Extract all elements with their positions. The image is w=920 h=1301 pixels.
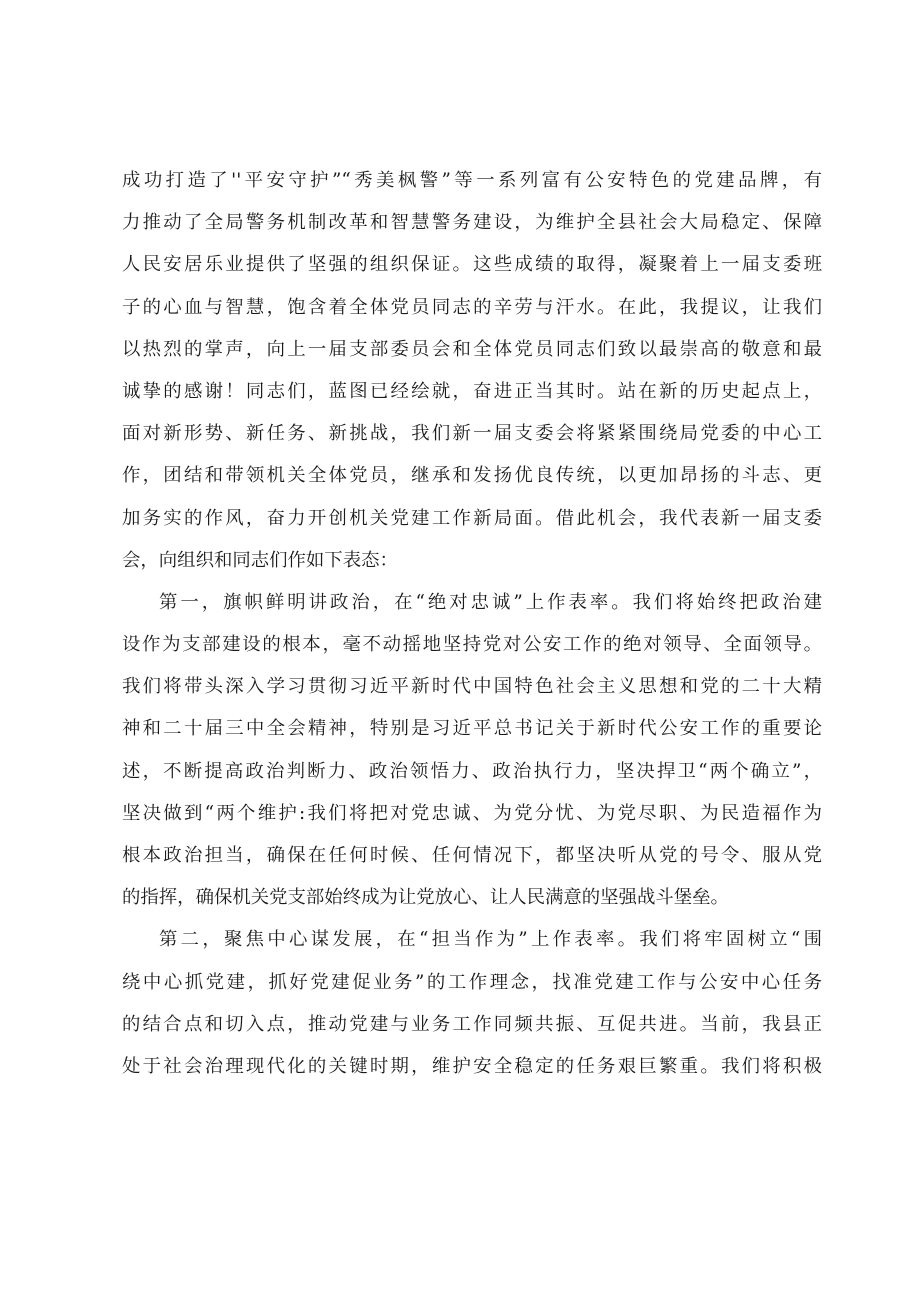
text-line: 面对新形势、新任务、新挑战，我们新一届支委会将紧紧围绕局党委的中心工 — [122, 423, 822, 445]
text-line: 力推动了全局警务机制改革和智慧警务建设，为维护全县社会大局稳定、保障 — [122, 212, 822, 234]
text-line: 处于社会治理现代化的关键时期，维护安全稳定的任务艰巨繁重。我们将积极 — [122, 1055, 822, 1077]
text-line: 子的心血与智慧，饱含着全体党员同志的辛劳与汗水。在此，我提议，让我们 — [122, 296, 822, 318]
text-line: 人民安居乐业提供了坚强的组织保证。这些成绩的取得，凝聚着上一届支委班 — [122, 254, 822, 276]
document-body — [122, 160, 822, 1088]
text-line: 根本政治担当，确保在任何时候、任何情况下，都坚决听从党的号令、服从党 — [122, 845, 822, 866]
text-line: 设作为支部建设的根本，毫不动摇地坚持党对公安工作的绝对领导、全面领导。 — [122, 634, 822, 656]
text-line: 第二，聚焦中心谋发展，在“担当作为”上作表率。我们将牢固树立“围 — [159, 929, 822, 951]
text-line: 诚挚的感谢！同志们，蓝图已经绘就，奋进正当其时。站在新的历史起点上， — [122, 380, 822, 402]
text-line: 以热烈的掌声，向上一届支部委员会和全体党员同志们致以最崇高的敬意和最 — [122, 338, 822, 360]
text-line: 神和二十届三中全会精神，特别是习近平总书记关于新时代公安工作的重要论 — [122, 718, 822, 740]
text-line: 加务实的作风，奋力开创机关党建工作新局面。借此机会，我代表新一届支委 — [122, 507, 822, 529]
text-line: 第一，旗帜鲜明讲政治，在“绝对忠诚”上作表率。我们将始终把政治建 — [159, 591, 822, 613]
text-line: 作，团结和带领机关全体党员，继承和发扬优良传统，以更加昂扬的斗志、更 — [122, 465, 822, 487]
text-line: 坚决做到“两个维护:我们将把对党忠诚、为党分忧、为党尽职、为民造福作为 — [122, 802, 822, 824]
paragraph — [122, 160, 822, 582]
text-line: 绕中心抓党建，抓好党建促业务”的工作理念，找准党建工作与公安中心任务 — [122, 971, 822, 993]
text-line: 的结合点和切入点，推动党建与业务工作同频共振、互促共进。当前，我县正 — [122, 1013, 822, 1035]
paragraph — [122, 919, 822, 1088]
text-line: 成功打造了''平安守护”“秀美枫警”等一系列富有公安特色的党建品牌，有 — [122, 170, 822, 191]
paragraph — [122, 582, 822, 920]
text-line: 的指挥，确保机关党支部始终成为让党放心、让人民满意的坚强战斗堡垒。 — [122, 887, 729, 909]
text-line: 会，向组织和同志们作如下表态： — [122, 549, 398, 571]
text-line: 我们将带头深入学习贯彻习近平新时代中国特色社会主义思想和党的二十大精 — [122, 676, 822, 698]
text-line: 述，不断提高政治判断力、政治领悟力、政治执行力，坚决捍卫“两个确立”， — [122, 760, 822, 782]
